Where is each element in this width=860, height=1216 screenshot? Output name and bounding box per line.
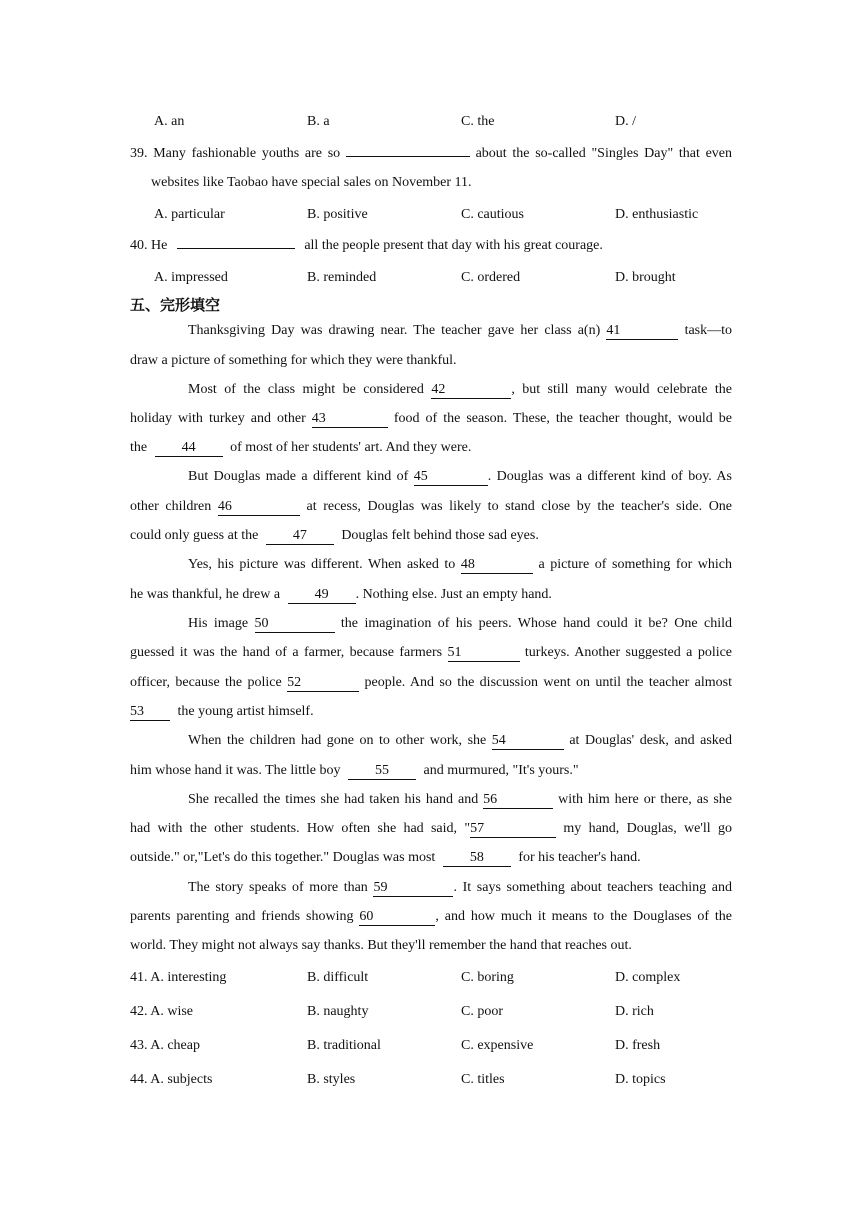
q39-option-d: D. enthusiastic [615,207,699,222]
q40-stem-text: 40. He [130,238,168,253]
passage-text: and murmured, "It's yours." [423,763,579,778]
passage-text: The story speaks of more than [188,880,368,895]
q39-option-c: C. cautious [461,207,524,222]
blank-60: 60 [359,909,435,926]
passage-text: Most of the class might be considered [188,382,424,397]
passage-text: he was thankful, he drew a [130,587,281,602]
blank-45: 45 [414,469,488,486]
passage-text: could only guess at the [130,528,259,543]
passage-text: Thanksgiving Day was drawing near. The teacher gave her class a(n) [188,323,601,338]
passage-text: my hand, Douglas, we'll go [563,821,732,836]
blank-41: 41 [606,323,678,340]
passage-text: . Nothing else. Just an empty hand. [355,587,552,602]
q44-option-d: D. topics [615,1072,666,1087]
passage-line [188,614,732,634]
q39-stem-line-2: websites like Taobao have special sales on November 11. [151,175,472,190]
q40-option-b: B. reminded [307,270,377,285]
passage-text: But Douglas made a different kind of [188,469,409,484]
blank-54: 54 [492,733,564,750]
blank-52: 52 [287,675,359,692]
q38-option-b: B. a [307,114,330,129]
blank-56: 56 [483,792,553,809]
passage-text: task—to [684,323,733,338]
q44-option-a: 44. A. subjects [130,1072,213,1087]
q38-option-c: C. the [461,114,495,129]
passage-text: food of the season. These, the teacher thought, would be [393,411,732,426]
q40-blank [177,248,295,249]
passage-text: , and how much it means to the Douglases of the [435,909,732,924]
passage-line [130,409,732,429]
blank-49: 49 [288,587,356,604]
passage-line [130,702,732,722]
passage-line: draw a picture of something for which they were thankful. [130,353,457,368]
passage-line [130,848,732,868]
q40-stem-text: all the people present that day with his great courage. [304,238,603,253]
q42-option-d: D. rich [615,1004,654,1019]
passage-line [188,790,732,810]
passage-line [188,555,732,575]
passage-line [188,321,732,341]
q42-option-a: 42. A. wise [130,1004,193,1019]
q42-option-b: B. naughty [307,1004,369,1019]
q39-option-a: A. particular [154,207,225,222]
passage-text: people. And so the discussion went on until the teacher almost [364,675,732,690]
passage-line [188,380,732,400]
q38-option-a: A. an [154,114,185,129]
section-heading: 五、完形填空 [130,296,221,314]
q40-option-d: D. brought [615,270,676,285]
blank-43: 43 [312,411,388,428]
passage-text: She recalled the times she had taken his hand and [188,792,479,807]
passage-text: with him here or there, as she [558,792,733,807]
passage-text: Douglas felt behind those sad eyes. [341,528,539,543]
blank-59: 59 [373,880,453,897]
passage-text: guessed it was the hand of a farmer, because farmers [130,645,443,660]
blank-46: 46 [218,499,300,516]
q40-option-c: C. ordered [461,270,521,285]
passage-text: at recess, Douglas was likely to stand close by the teacher's side. One [306,499,733,514]
passage-line [130,643,732,663]
passage-line [188,731,732,751]
blank-48: 48 [461,557,533,574]
passage-text: had with the other students. How often she had said, " [130,821,471,836]
blank-53: 53 [130,704,170,721]
passage-text: parents parenting and friends showing [130,909,354,924]
q41-option-d: D. complex [615,970,681,985]
blank-58: 58 [443,850,511,867]
q41-option-b: B. difficult [307,970,369,985]
q44-option-c: C. titles [461,1072,505,1087]
q44-option-b: B. styles [307,1072,356,1087]
passage-text: . It says something about teachers teaching and [453,880,732,895]
blank-50: 50 [255,616,335,633]
q41-option-c: C. boring [461,970,514,985]
passage-text: the young artist himself. [177,704,314,719]
passage-text: Yes, his picture was different. When asked to [188,557,456,572]
passage-line [188,467,732,487]
passage-line: world. They might not always say thanks. But they'll remember the hand that reaches out. [130,938,632,953]
blank-47: 47 [266,528,334,545]
blank-57: 57 [470,821,556,838]
q43-option-c: C. expensive [461,1038,534,1053]
q43-option-b: B. traditional [307,1038,381,1053]
passage-text: . Douglas was a different kind of boy. As [487,469,732,484]
passage-text: When the children had gone on to other work, she [188,733,487,748]
passage-text: , but still many would celebrate the [511,382,733,397]
passage-text: turkeys. Another suggested a police [524,645,733,660]
blank-42: 42 [431,382,511,399]
passage-text: him whose hand it was. The little boy [130,763,341,778]
passage-text: at Douglas' desk, and asked [569,733,733,748]
passage-text: other children [130,499,212,514]
blank-55: 55 [348,763,416,780]
passage-text: officer, because the police [130,675,282,690]
q39-blank [346,156,470,157]
q39-stem-text: about the so-called "Singles Day" that even [475,146,733,161]
passage-text: the imagination of his peers. Whose hand could it be? One child [340,616,733,631]
blank-51: 51 [448,645,520,662]
q43-option-d: D. fresh [615,1038,661,1053]
blank-44: 44 [155,440,223,457]
passage-text: of most of her students' art. And they were. [230,440,472,455]
passage-text: a picture of something for which [538,557,733,572]
q43-option-a: 43. A. cheap [130,1038,200,1053]
q42-option-c: C. poor [461,1004,503,1019]
passage-line [130,761,732,781]
q38-option-d: D. / [615,114,636,129]
q39-stem-line-1 [130,144,732,164]
passage-text: His image [188,616,249,631]
passage-line [130,673,732,693]
passage-text: holiday with turkey and other [130,411,306,426]
passage-line [130,819,732,839]
q41-option-a: 41. A. interesting [130,970,227,985]
passage-line [130,585,732,605]
passage-text: outside." or,"Let's do this together." Douglas was most [130,850,436,865]
passage-line [130,497,732,517]
passage-text: the [130,440,148,455]
passage-line [130,907,732,927]
passage-line [130,526,732,546]
q39-stem-text: 39. Many fashionable youths are so [130,146,341,161]
q40-option-a: A. impressed [154,270,228,285]
passage-text: for his teacher's hand. [518,850,641,865]
passage-line [188,878,732,898]
passage-line [130,438,732,458]
q39-option-b: B. positive [307,207,368,222]
q40-stem-line [130,236,732,256]
